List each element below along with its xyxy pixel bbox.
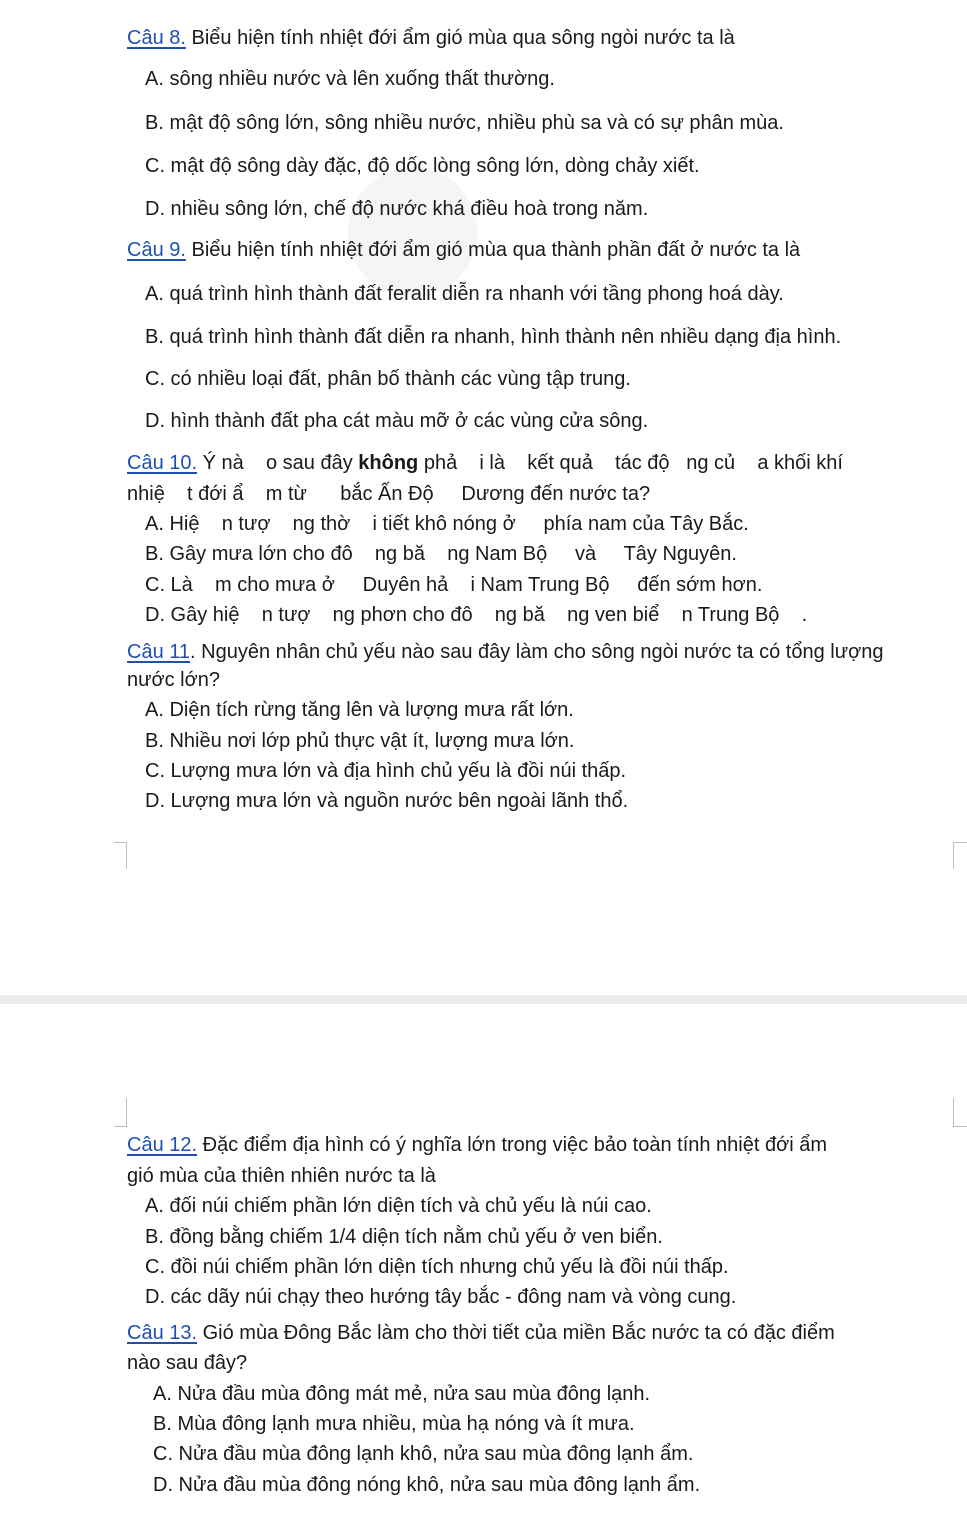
question-13-stem-line1 xyxy=(127,1321,835,1345)
question-13-option-b: B. Mùa đông lạnh mưa nhiều, mùa hạ nóng và ít mưa. xyxy=(153,1413,635,1435)
question-text: Gió mùa Đông Bắc làm cho thời tiết của miền Bắc nước ta có đặc điểm xyxy=(197,1322,835,1344)
question-10-option-d: D. Gây hiệ n tượ ng phơn cho đô ng bă ng ven biể n Trung Bộ . xyxy=(145,604,808,626)
question-11-stem-line2: nước lớn? xyxy=(127,669,220,691)
question-11-option-a: A. Diện tích rừng tăng lên và lượng mưa rất lớn. xyxy=(145,699,574,721)
question-text: Ý nà o sau đây xyxy=(197,452,359,474)
question-8-option-b: B. mật độ sông lớn, sông nhiều nước, nhiều phù sa và có sự phân mùa. xyxy=(145,112,784,134)
question-13-option-a: A. Nửa đầu mùa đông mát mẻ, nửa sau mùa đông lạnh. xyxy=(153,1383,651,1405)
page-corner-mark xyxy=(953,842,967,869)
page-corner-mark xyxy=(114,842,127,869)
question-9-option-a: A. quá trình hình thành đất feralit diễn ra nhanh với tầng phong hoá dày. xyxy=(145,283,784,305)
page-divider xyxy=(0,995,967,1004)
question-12-option-d: D. các dãy núi chạy theo hướng tây bắc - đông nam và vòng cung. xyxy=(145,1286,737,1308)
question-8-option-a: A. sông nhiều nước và lên xuống thất thường. xyxy=(145,68,555,90)
page-corner-mark xyxy=(114,1098,127,1127)
question-13-stem-line2: nào sau đây? xyxy=(127,1352,248,1374)
question-12-stem-line2: gió mùa của thiên nhiên nước ta là xyxy=(127,1165,436,1187)
page-corner-mark xyxy=(953,1098,967,1127)
question-10-stem-line2: nhiệ t đới ẩ m từ bắc Ấn Độ Dương đến nước ta? xyxy=(127,483,651,505)
question-11-option-c: C. Lượng mưa lớn và địa hình chủ yếu là đồi núi thấp. xyxy=(145,760,627,782)
question-11-option-b: B. Nhiều nơi lớp phủ thực vật ít, lượng mưa lớn. xyxy=(145,730,575,752)
question-label: Câu 10. xyxy=(127,452,198,474)
question-label: Câu 8. xyxy=(127,27,186,49)
question-8-option-c: C. mật độ sông dày đặc, độ dốc lòng sông lớn, dòng chảy xiết. xyxy=(145,155,700,177)
question-emphasis: không xyxy=(358,452,419,474)
question-12-option-c: C. đồi núi chiếm phần lớn diện tích nhưng chủ yếu là đồi núi thấp. xyxy=(145,1256,729,1278)
question-label: Câu 11 xyxy=(127,641,191,663)
question-10-option-c: C. Là m cho mưa ở Duyên hả i Nam Trung Bộ đến sớm hơn. xyxy=(145,574,763,596)
question-9-option-b: B. quá trình hình thành đất diễn ra nhanh, hình thành nên nhiều dạng địa hình. xyxy=(145,326,842,348)
question-text: Biểu hiện tính nhiệt đới ẩm gió mùa qua thành phần đất ở nước ta là xyxy=(185,239,801,261)
question-10-option-b: B. Gây mưa lớn cho đô ng bă ng Nam Bộ và Tây Nguyên. xyxy=(145,543,737,565)
question-13-option-c: C. Nửa đầu mùa đông lạnh khô, nửa sau mùa đông lạnh ẩm. xyxy=(153,1443,694,1465)
question-text: phả i là kết quả tác độ ng củ a khối khí xyxy=(418,452,843,474)
question-10-option-a: A. Hiệ n tượ ng thờ i tiết khô nóng ở phía nam của Tây Bắc. xyxy=(145,513,749,535)
question-11-stem-line1 xyxy=(127,640,883,664)
question-text: Đặc điểm địa hình có ý nghĩa lớn trong việc bảo toàn tính nhiệt đới ẩm xyxy=(197,1134,827,1156)
question-text: . Nguyên nhân chủ yếu nào sau đây làm cho sông ngòi nước ta có tổng lượng xyxy=(190,641,884,663)
question-label: Câu 12. xyxy=(127,1134,198,1156)
question-9-option-c: C. có nhiều loại đất, phân bố thành các vùng tập trung. xyxy=(145,368,631,390)
question-9-stem xyxy=(127,238,800,262)
question-label: Câu 13. xyxy=(127,1322,198,1344)
question-8-option-d: D. nhiều sông lớn, chế độ nước khá điều hoà trong năm. xyxy=(145,198,649,220)
question-label: Câu 9. xyxy=(127,239,186,261)
question-12-option-b: B. đồng bằng chiếm 1/4 diện tích nằm chủ yếu ở ven biển. xyxy=(145,1226,663,1248)
question-10-stem-line1 xyxy=(127,451,843,475)
question-12-stem-line1 xyxy=(127,1133,827,1157)
question-12-option-a: A. đối núi chiếm phần lớn diện tích và chủ yếu là núi cao. xyxy=(145,1195,652,1217)
question-8-stem xyxy=(127,26,735,50)
question-13-option-d: D. Nửa đầu mùa đông nóng khô, nửa sau mùa đông lạnh ẩm. xyxy=(153,1474,701,1496)
question-11-option-d: D. Lượng mưa lớn và nguồn nước bên ngoài lãnh thổ. xyxy=(145,790,629,812)
question-9-option-d: D. hình thành đất pha cát màu mỡ ở các vùng cửa sông. xyxy=(145,410,649,432)
question-text: Biểu hiện tính nhiệt đới ẩm gió mùa qua sông ngòi nước ta là xyxy=(185,27,735,49)
